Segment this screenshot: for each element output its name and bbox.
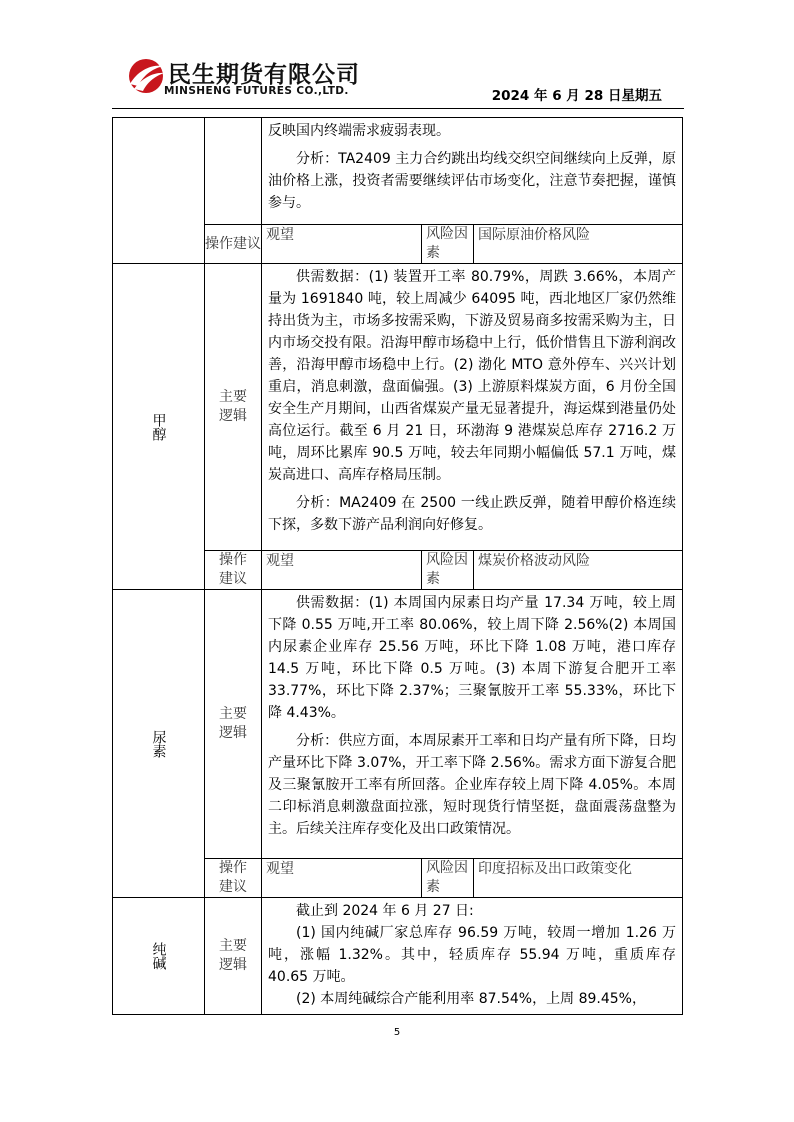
commodity-analysis-table — [112, 117, 683, 1015]
op-value: 观望 — [262, 859, 422, 898]
logic-label-cell — [205, 118, 262, 225]
product-name-urea: 尿素 — [113, 590, 205, 898]
methanol-logic-p1: 供需数据：(1) 装置开工率 80.79%，周跌 3.66%，本周产量为 1691840 吨，较上周减少 64095 吨，西北地区厂家仍然维持出货为主，市场多按需采购，下游及贸易商多按需采购为主，日内市场交投有限。沿海甲醇市场稳中上行，低价惜售且下游利润改善，沿海甲醇市场稳中上行。(2) 渤化 MTO 意外停车、兴兴计划重启，消息刺激，盘面偏强。(3) 上游原料煤炭方面，6 月份全国安全生产月期间，山西省煤炭产量无显著提升，海运煤到港量仍处高位运行。截至 6 月 21 日，环渤海 9 港煤炭总库存 2716.2 万吨，周环比累库 90.5 万吨，较去年同期小幅偏低 57.1 万吨，煤炭高进口、高库存格局压制。 — [268, 269, 676, 483]
soda-logic-p0: 截止到 2024 年 6 月 27 日: — [296, 903, 474, 919]
page-number: 5 — [393, 1027, 401, 1038]
soda-logic-p2: (2) 本周纯碱综合产能利用率 87.54%，上周 89.45%， — [296, 991, 646, 1007]
op-label: 操作建议 — [205, 225, 262, 264]
urea-logic-p2: 分析：供应方面，本周尿素开工率和日均产量有所下降，日均产量环比下降 3.07%，开工率下降 2.56%。需求方面下游复合肥及三聚氰胺开工率有所回落。企业库存较上周下降 4.05%。本周二印标消息刺激盘面拉涨，短时现货行情坚挺，盘面震荡盘整为主。后续关注库存变化及出口政策情况。 — [268, 733, 676, 837]
op-label: 操作建议 — [205, 859, 262, 898]
company-name-cn: 民生期货有限公司 — [168, 62, 360, 88]
risk-label: 风险因素 — [422, 551, 474, 590]
table-row — [113, 264, 683, 551]
risk-value: 国际原油价格风险 — [474, 225, 683, 264]
header-divider — [112, 108, 684, 109]
methanol-logic-p2: 分析：MA2409 在 2500 一线止跌反弹，随着甲醇价格连续下探，多数下游产品利润向好修复。 — [268, 495, 676, 533]
company-name-en: MINSHENG FUTURES CO.,LTD. — [164, 85, 349, 97]
product-name-soda: 纯碱 — [113, 898, 205, 1015]
risk-label: 风险因素 — [422, 859, 474, 898]
pta-logic-p1: 反映国内终端需求疲弱表现。 — [268, 123, 450, 139]
logic-label: 主要逻辑 — [205, 264, 262, 551]
report-date: 2024 年 6 月 28 日星期五 — [491, 88, 662, 104]
product-cell-pta — [113, 118, 205, 264]
pta-logic-content — [262, 118, 683, 225]
table-row — [113, 118, 683, 225]
op-label: 操作建议 — [205, 551, 262, 590]
table-row — [113, 898, 683, 1015]
logic-label: 主要逻辑 — [205, 590, 262, 859]
soda-logic-p1: (1) 国内纯碱厂家总库存 96.59 万吨，较周一增加 1.26 万吨，涨幅 1.32%。其中，轻质库存 55.94 万吨，重质库存 40.65 万吨。 — [268, 925, 676, 985]
table-row — [113, 590, 683, 859]
logic-label: 主要逻辑 — [205, 898, 262, 1015]
pta-logic-p2: 分析：TA2409 主力合约跳出均线交织空间继续向上反弹，原油价格上涨，投资者需要继续评估市场变化，注意节奏把握，谨慎参与。 — [268, 151, 676, 211]
product-name-methanol: 甲醇 — [113, 264, 205, 590]
urea-logic-content — [262, 590, 683, 859]
op-value: 观望 — [262, 225, 422, 264]
company-logo — [126, 56, 366, 100]
risk-value: 印度招标及出口政策变化 — [474, 859, 683, 898]
urea-logic-p1: 供需数据：(1) 本周国内尿素日均产量 17.34 万吨，较上周下降 0.55 万吨,开工率 80.06%，较上周下降 2.56%(2) 本周国内尿素企业库存 25.56 万吨，环比下降 1.08 万吨，港口库存 14.5 万吨，环比下降 0.5 万吨。(3) 本周下游复合肥开工率 33.77%，环比下降 2.37%；三聚氰胺开工率 55.33%，环比下降 4.43%。 — [268, 595, 676, 721]
op-value: 观望 — [262, 551, 422, 590]
soda-logic-content — [262, 898, 683, 1015]
minsheng-logo-icon — [126, 56, 166, 96]
methanol-logic-content — [262, 264, 683, 551]
risk-label: 风险因素 — [422, 225, 474, 264]
risk-value: 煤炭价格波动风险 — [474, 551, 683, 590]
